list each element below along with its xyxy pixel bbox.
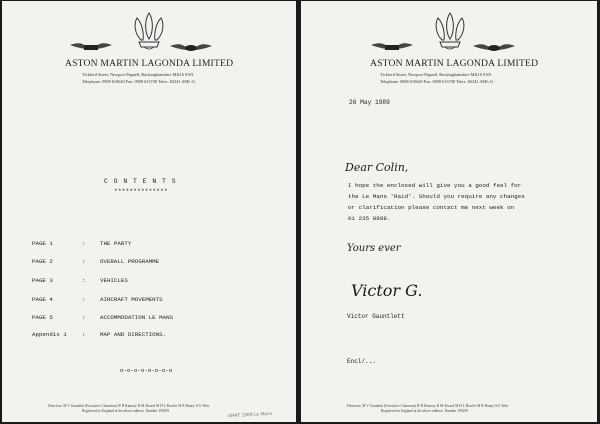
- aston-martin-wings-icon: [369, 39, 415, 55]
- toc-page: PAGE 1: [32, 240, 53, 247]
- divider: o-o-o-o-o-o-o-o: [120, 367, 173, 374]
- toc-sep: :: [82, 314, 86, 321]
- toc-title: VEHICLES: [100, 277, 128, 284]
- feathers-crest-icon: [126, 9, 172, 51]
- toc-sep: :: [82, 258, 86, 265]
- handwritten-signature: Victor G.: [351, 281, 423, 300]
- lagonda-wings-icon: [471, 39, 517, 55]
- footer-registered: Registered in England at the above address. Number 199259: [381, 409, 469, 413]
- closing: Yours ever: [347, 243, 401, 254]
- letter-body-line: 01 235 8888.: [348, 215, 391, 222]
- toc-title: OVERALL PROGRAMME: [100, 258, 160, 265]
- footer-registered: Registered in England at the above address. Number 199259: [82, 409, 170, 413]
- salutation: Dear Colin,: [345, 161, 409, 174]
- feathers-crest-icon: [427, 9, 473, 51]
- toc-sep: :: [82, 296, 86, 303]
- footer-directors: Directors: M V Gauntlett (Executive Chairman) W R Ramsey R M Absard M H L Bowler M R Haney A G Weir: [48, 404, 210, 408]
- toc-title: AIRCRAFT MOVEMENTS: [100, 296, 163, 303]
- letter-page: [301, 1, 597, 422]
- letter-body-line: I hope the enclosed will give you a good feel for: [348, 182, 522, 189]
- aston-martin-wings-icon: [68, 39, 114, 55]
- toc-sep: :: [82, 277, 86, 284]
- contents-page: [2, 1, 296, 422]
- toc-sep: :: [82, 331, 86, 338]
- contents-heading: C O N T E N T S: [104, 178, 177, 185]
- company-address: Tickford Street, Newport Pagnell, Buckinghamshire MK16 9AN: [82, 72, 194, 77]
- toc-title: ACCOMMODATION LE MANS: [100, 314, 174, 321]
- lagonda-wings-icon: [168, 39, 214, 55]
- company-contact: Telephone: 0908 610620 Fax: 0908 613708 Telex: 82341 AML-G: [82, 79, 196, 84]
- toc-page: PAGE 3: [32, 277, 53, 284]
- archive-stamp: AMAT 1989 Le Mans: [227, 411, 273, 420]
- toc-page: PAGE 5: [32, 314, 53, 321]
- toc-title: MAP AND DIRECTIONS.: [100, 331, 167, 338]
- company-name: ASTON MARTIN LAGONDA LIMITED: [370, 58, 539, 69]
- toc-sep: :: [82, 240, 86, 247]
- letter-body-line: or clarification please contact me next week on: [348, 204, 515, 211]
- company-name: ASTON MARTIN LAGONDA LIMITED: [65, 58, 234, 69]
- enclosure-note: Encl/...: [347, 358, 376, 365]
- contents-underline: **************: [114, 188, 168, 195]
- toc-title: THE PARTY: [100, 240, 132, 247]
- footer-directors: Directors: M V Gauntlett (Executive Chairman) W R Ramsey R M Absard M H L Bowler M R Haney A G Weir: [347, 404, 509, 408]
- letter-body-line: the Le Mans 'Raid'. Should you require any changes: [348, 193, 525, 200]
- toc-page: Appendix 1: [32, 331, 67, 338]
- company-contact: Telephone: 0908 610620 Fax: 0908 613708 Telex: 82341 AML-G: [380, 79, 494, 84]
- toc-page: PAGE 2: [32, 258, 53, 265]
- letter-date: 26 May 1989: [349, 99, 390, 106]
- company-address: Tickford Street, Newport Pagnell, Buckinghamshire MK16 9AN: [380, 72, 492, 77]
- signer-name: Victor Gauntlett: [347, 313, 405, 320]
- toc-page: PAGE 4: [32, 296, 53, 303]
